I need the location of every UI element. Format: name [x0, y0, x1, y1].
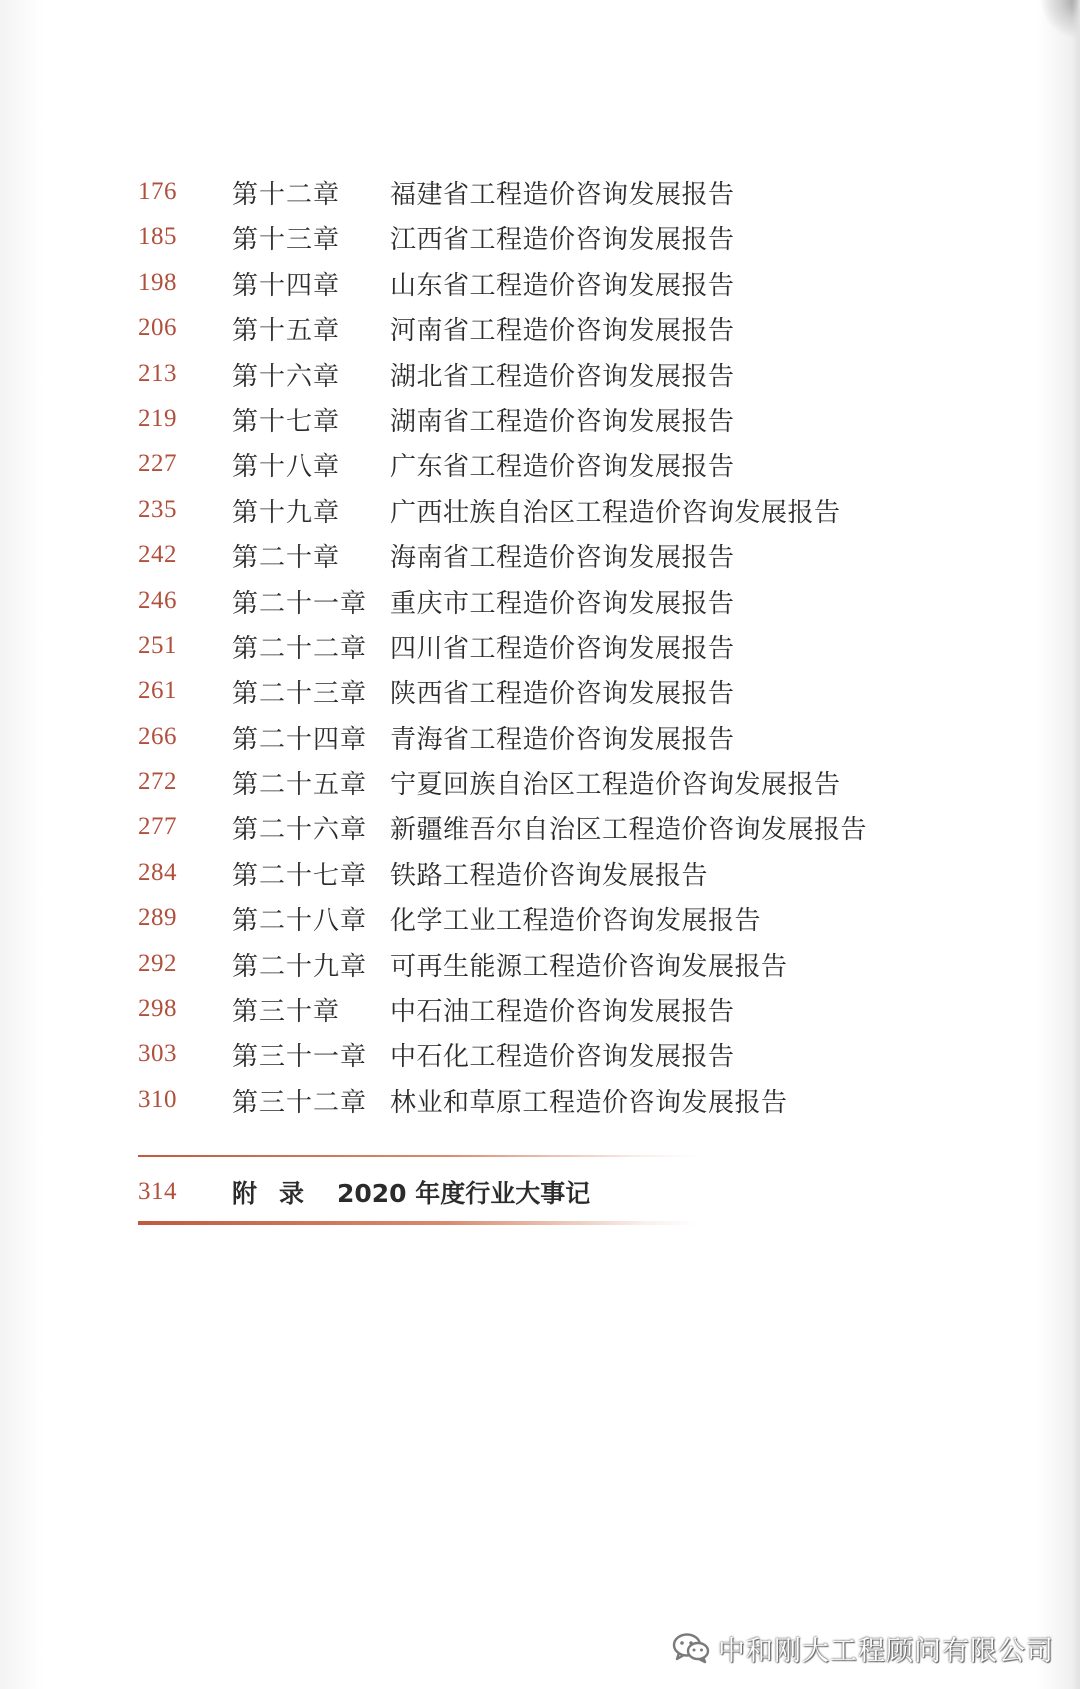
- toc-page-number: 219: [138, 404, 177, 432]
- toc-chapter-title: 陕西省工程造价咨询发展报告: [390, 679, 735, 710]
- toc-entry: [0, 671, 1080, 716]
- toc-chapter-label: 第十四章: [232, 270, 341, 301]
- toc-chapter-title: 湖南省工程造价咨询发展报告: [390, 406, 735, 437]
- toc-page-number: 292: [138, 949, 177, 977]
- toc-chapter-label: 第十五章: [232, 316, 341, 347]
- toc-page-number: 298: [138, 995, 177, 1023]
- toc-chapter-title: 江西省工程造价咨询发展报告: [390, 225, 735, 256]
- toc-chapter-label: 第二十七章: [232, 860, 368, 891]
- toc-chapter-title: 重庆市工程造价咨询发展报告: [390, 588, 735, 619]
- toc-entry: [0, 1080, 1080, 1125]
- toc-chapter-title: 化学工业工程造价咨询发展报告: [390, 906, 762, 937]
- appendix-title: 2020 年度行业大事记: [337, 1179, 591, 1208]
- toc-chapter-label: 第三十章: [232, 997, 341, 1028]
- toc-page-number: 198: [138, 268, 177, 296]
- toc-chapter-label: 第三十二章: [232, 1087, 368, 1118]
- toc-chapter-title: 广东省工程造价咨询发展报告: [390, 452, 735, 483]
- toc-entry: [0, 898, 1080, 943]
- toc-chapter-label: 第二十章: [232, 543, 341, 574]
- appendix-top-rule: [138, 1155, 698, 1157]
- toc-chapter-title: 林业和草原工程造价咨询发展报告: [390, 1087, 788, 1118]
- toc-page-number: 289: [138, 904, 177, 932]
- toc-chapter-title: 四川省工程造价咨询发展报告: [390, 633, 735, 664]
- toc-entry: [0, 853, 1080, 898]
- appendix-bottom-rule: [138, 1221, 698, 1225]
- toc-chapter-label: 第十七章: [232, 406, 341, 437]
- toc-entry: [0, 944, 1080, 989]
- toc-entry: [0, 399, 1080, 444]
- toc-entry: [0, 626, 1080, 671]
- toc-page-number: 235: [138, 495, 177, 523]
- toc-chapter-label: 第十六章: [232, 361, 341, 392]
- toc-chapter-title: 中石油工程造价咨询发展报告: [390, 997, 735, 1028]
- toc-page-number: 227: [138, 450, 177, 478]
- toc-entry: [0, 762, 1080, 807]
- toc-chapter-title: 中石化工程造价咨询发展报告: [390, 1042, 735, 1073]
- toc-chapter-title: 可再生能源工程造价咨询发展报告: [390, 951, 788, 982]
- toc-page-number: 185: [138, 223, 177, 251]
- toc-chapter-label: 第十九章: [232, 497, 341, 528]
- toc-chapter-label: 第十二章: [232, 180, 341, 210]
- toc-chapter-label: 第二十六章: [232, 815, 368, 846]
- toc-entry: [0, 263, 1080, 308]
- toc-page-number: 261: [138, 677, 177, 705]
- toc-chapter-label: 第二十九章: [232, 951, 368, 982]
- toc-chapter-label: 第十八章: [232, 452, 341, 483]
- toc-entry: [0, 354, 1080, 399]
- toc-page-number: 284: [138, 858, 177, 886]
- toc-chapter-title: 河南省工程造价咨询发展报告: [390, 316, 735, 347]
- toc-page-number: 176: [138, 178, 177, 205]
- toc-chapter-title: 福建省工程造价咨询发展报告: [390, 180, 735, 210]
- toc-entry: [0, 535, 1080, 580]
- toc-page-number: 277: [138, 813, 177, 841]
- toc-chapter-title: 湖北省工程造价咨询发展报告: [390, 361, 735, 392]
- toc-entry: [0, 581, 1080, 626]
- toc-page-number: 251: [138, 631, 177, 659]
- toc-chapter-label: 第二十三章: [232, 679, 368, 710]
- toc-entry: [0, 717, 1080, 762]
- table-of-contents: [0, 172, 1080, 1125]
- toc-page-number: 213: [138, 359, 177, 387]
- watermark-text: 中和刚大工程顾问有限公司: [718, 1635, 1054, 1667]
- toc-chapter-title: 山东省工程造价咨询发展报告: [390, 270, 735, 301]
- toc-page-number: 303: [138, 1040, 177, 1068]
- toc-entry: [0, 217, 1080, 262]
- toc-chapter-title: 广西壮族自治区工程造价咨询发展报告: [390, 497, 841, 528]
- toc-chapter-label: 第二十四章: [232, 724, 368, 755]
- toc-chapter-title: 海南省工程造价咨询发展报告: [390, 543, 735, 574]
- toc-page-number: 246: [138, 586, 177, 614]
- toc-entry: [0, 308, 1080, 353]
- toc-chapter-title: 宁夏回族自治区工程造价咨询发展报告: [390, 770, 841, 801]
- toc-chapter-label: 第十三章: [232, 225, 341, 256]
- toc-page-number: 310: [138, 1085, 177, 1113]
- wechat-icon: [672, 1632, 710, 1664]
- toc-page-number: 266: [138, 722, 177, 750]
- toc-appendix-entry: [0, 1172, 1080, 1216]
- toc-entry: [0, 490, 1080, 535]
- toc-entry: [0, 1034, 1080, 1079]
- toc-chapter-label: 第三十一章: [232, 1042, 368, 1073]
- toc-chapter-label: 第二十八章: [232, 906, 368, 937]
- toc-entry: [0, 807, 1080, 852]
- toc-chapter-title: 铁路工程造价咨询发展报告: [390, 860, 709, 891]
- toc-entry: [0, 989, 1080, 1034]
- toc-chapter-label: 第二十一章: [232, 588, 368, 619]
- toc-entry: [0, 444, 1080, 489]
- toc-page-number: 206: [138, 314, 177, 342]
- toc-entry: [0, 172, 1080, 217]
- appendix-page-number: 314: [138, 1178, 177, 1205]
- wechat-watermark: [672, 1628, 1054, 1668]
- toc-chapter-label: 第二十五章: [232, 770, 368, 801]
- appendix-label: 附录: [232, 1179, 327, 1208]
- toc-chapter-label: 第二十二章: [232, 633, 368, 664]
- toc-page-number: 272: [138, 768, 177, 796]
- toc-chapter-title: 青海省工程造价咨询发展报告: [390, 724, 735, 755]
- toc-page-number: 242: [138, 541, 177, 569]
- toc-chapter-title: 新疆维吾尔自治区工程造价咨询发展报告: [390, 815, 868, 846]
